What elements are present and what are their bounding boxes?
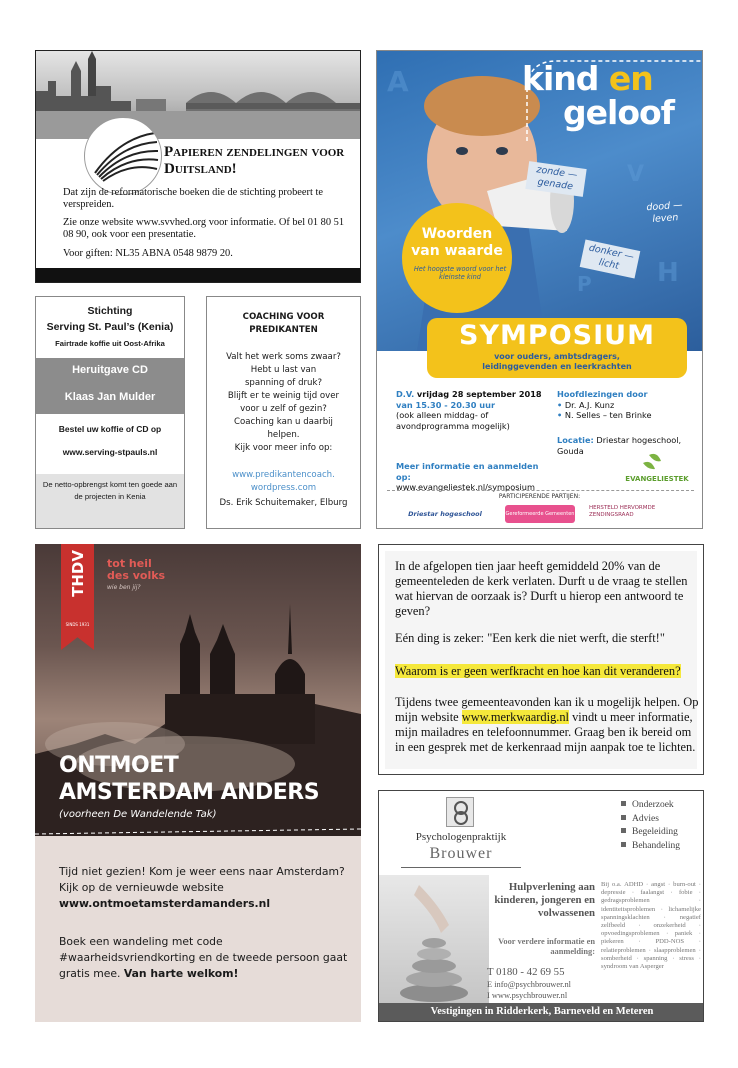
- body-line: Blijft er te weinig tijd over: [227, 391, 340, 401]
- time-note: (ook alleen middag- of avondprogramma mogelijk): [396, 410, 510, 431]
- symposium-title: SYMPOSIUM: [459, 320, 655, 351]
- service-item: [621, 813, 680, 827]
- body-line: voor u zelf of gezin?: [240, 404, 327, 414]
- coaching-body: [207, 351, 360, 455]
- body2-text: Boek een wandeling met code #waarheidsvriendkorting en de tweede persoon gaat gratis mee.: [59, 935, 348, 980]
- speakers-label: Hoofdlezingen door: [557, 389, 648, 399]
- dashed-separator: [387, 490, 694, 491]
- foundation-logo: [84, 117, 162, 195]
- more-info-label: Meer informatie en aanmelden op:: [396, 461, 539, 482]
- location-text: Driestar hogeschool, Gouda: [557, 435, 682, 456]
- body-line: spanning of druk?: [244, 378, 323, 388]
- headline: Papieren zendelingen voor Duitsland!: [164, 144, 345, 177]
- logo-text: EVANGELIESTEK: [625, 475, 689, 483]
- brand-geloof: geloof: [563, 93, 675, 132]
- question-highlight: [395, 664, 700, 679]
- foundation-tagline: Fairtrade koffie uit Oost-Afrika: [55, 339, 165, 348]
- body-line: Coaching kan u daarbij: [234, 417, 333, 427]
- amsterdam-subtitle: (voorheen De Wandelende Tak): [59, 809, 217, 820]
- paragraph-3: Voor giften: NL35 ABNA 0548 9879 20.: [63, 248, 233, 259]
- tagline-2: des volks: [107, 569, 166, 582]
- cd-banner: [36, 358, 184, 414]
- offer-text: [395, 695, 700, 755]
- logo-icon: [446, 797, 474, 827]
- offer-part-1: Tijdens twee gemeenteavonden kan ik u mogelijk helpen. Op mijn website: [395, 695, 699, 724]
- note-donker-licht: donker — licht: [580, 239, 641, 278]
- tagline-3: wie ben jij?: [107, 584, 141, 591]
- brand-en: en: [608, 59, 653, 98]
- black-bar: [36, 268, 361, 282]
- service-label: Advies: [632, 813, 659, 824]
- help-title: Hulpverlening aan kinderen, jongeren en volwassenen: [494, 881, 595, 919]
- title-1: ONTMOET: [59, 753, 179, 778]
- partner-driestar: Driestar hogeschool: [408, 510, 482, 518]
- service-label: Begeleiding: [632, 827, 678, 837]
- phone-number[interactable]: T 0180 - 42 69 55: [487, 966, 565, 978]
- date-text: vrijdag 28 september 2018: [416, 389, 542, 399]
- ad-coaching: [206, 296, 361, 529]
- audience-line-1: voor ouders, ambtsdragers,: [494, 352, 620, 361]
- time-text: van 15.30 - 20.30 uur: [396, 399, 495, 410]
- order-text: Bestel uw koffie of CD op: [58, 424, 162, 434]
- body-line: Kijk voor meer info op:: [234, 443, 333, 453]
- badge-line-2: van waarde: [411, 243, 503, 259]
- badge-line-1: Woorden: [421, 226, 493, 242]
- flag-text: [63, 550, 93, 600]
- speaker-1: Dr. A.J. Kunz: [564, 399, 615, 410]
- website-link[interactable]: I www.psychbrouwer.nl: [487, 991, 568, 1000]
- symposium-audience: [427, 352, 687, 372]
- ad-merkwaardig: [378, 544, 704, 775]
- brand-kind: kind: [522, 59, 599, 98]
- more-info-link[interactable]: www.evangeliestek.nl/symposium: [396, 482, 535, 492]
- badge-subtitle: Het hoogste woord voor het kleinste kind: [413, 265, 507, 281]
- partners-label: PARTICIPERENDE PARTIJEN:: [498, 493, 581, 500]
- body-line: Hebt u last van: [250, 365, 317, 375]
- flag-letters: THDV: [68, 550, 87, 597]
- partner-gereformeerde: Gereformeerde Gemeenten: [505, 505, 575, 523]
- amsterdam-title: [59, 752, 319, 806]
- speaker-2: N. Selles – ten Brinke: [564, 410, 652, 420]
- speakers: [557, 389, 697, 421]
- body-paragraph-2: [59, 934, 349, 982]
- coaching-website-link[interactable]: [207, 469, 360, 495]
- web-line-1[interactable]: www.predikantencoach.: [232, 470, 335, 480]
- text-panel: [385, 551, 697, 769]
- evangeliestek-logo: [621, 453, 693, 483]
- flag-since: SINDS 1931: [65, 622, 90, 627]
- foundation-name: Serving St. Paul’s (Kenia): [46, 321, 174, 333]
- email-address[interactable]: E info@psychbrouwer.nl: [487, 980, 572, 989]
- note-zonde-genade: zonde — genade: [525, 161, 586, 197]
- cd-title: Heruitgave CD: [72, 364, 148, 376]
- intro-text: In de afgelopen tien jaar heeft gemiddeld 20% van de gemeenteleden de kerk verlaten. Durft u de vraag te stellen wat hiervan de oorzaak is? Durft u hierop een antwoord te geven?: [395, 559, 688, 618]
- speaker-item: • Dr. A.J. Kunz: [557, 399, 615, 410]
- locations-footer: Vestigingen in Ridderkerk, Barneveld en Meteren: [379, 1003, 704, 1021]
- bullet-icon: [621, 801, 626, 806]
- slogan-text: Eén ding is zeker: "Een kerk die niet werft, die sterft!": [395, 631, 665, 645]
- bullet-icon: [621, 828, 626, 833]
- ad-serving-st-pauls: [35, 296, 185, 529]
- service-item: [621, 799, 680, 813]
- ad-psychologenpraktijk-brouwer: [378, 790, 704, 1022]
- ad-ontmoet-amsterdam: [35, 544, 361, 1022]
- ad-kind-en-geloof: [376, 50, 703, 529]
- proceeds-note: De netto-opbrengst komt ten goede aan de projecten in Kenia: [36, 474, 184, 529]
- contact-details: [487, 966, 571, 1001]
- symposium-banner: [427, 318, 687, 378]
- more-info-label: Voor verdere informatie en aanmelding:: [498, 937, 595, 956]
- brouwer-logo: [401, 797, 521, 875]
- svg-text:V: V: [627, 162, 645, 187]
- paragraph-2: Zie onze website www.svvhed.org voor informatie. Of bel 01 80 51 08 90, ook voor een presentatie.: [63, 217, 345, 240]
- body-line: Valt het werk soms zwaar?: [226, 352, 341, 362]
- audience-line-2: leidinggevenden en leerkrachten: [482, 362, 632, 371]
- dv-label: D.V.: [396, 389, 415, 399]
- foundation-label: Stichting: [87, 305, 133, 317]
- conditions-list: Bij o.a. ADHD · angst · burn-out · depressie · faalangst · fobie · gedragsproblemen · identiteitsproblemen · lichamelijke spanningsklachten · negatief zelfbeeld · onzekerheid · opvoedingsproblemen · paniek · piekeren · PDD-NOS · relatieproblemen · slaapproblemen · somberheid · spanning · stress · syndroom van Asperger: [601, 881, 701, 971]
- coaching-title: [207, 311, 360, 337]
- title-line-1: COACHING VOOR: [242, 312, 325, 322]
- ad-papieren-zendelingen: [35, 50, 361, 283]
- logo-line-1: Psychologenpraktijk: [415, 831, 507, 843]
- event-date: [396, 389, 546, 431]
- web-line-2[interactable]: wordpress.com: [250, 483, 317, 493]
- service-label: Onderzoek: [632, 800, 674, 810]
- service-item: [621, 826, 680, 840]
- tagline: [107, 558, 165, 582]
- question-text: Waarom is er geen werfkracht en hoe kan dit veranderen?: [395, 664, 681, 678]
- stacked-stones-photo: [379, 875, 489, 1003]
- services-list: [621, 799, 680, 853]
- website-link[interactable]: www.serving-stpauls.nl: [62, 447, 158, 457]
- body-line: helpen.: [267, 430, 300, 440]
- offer-part-2: vindt u meer informatie, mijn mailadres en telefoonnummer. Graag ben ik bereid om in een gesprek met de kerkenraad mijn aanpak toe te lichten.: [395, 710, 696, 754]
- cd-artist: Klaas Jan Mulder: [64, 391, 156, 403]
- location-label: Locatie:: [557, 435, 594, 445]
- tagline-1: tot heil: [107, 557, 152, 570]
- website-link[interactable]: www.merkwaardig.nl: [461, 710, 570, 724]
- title-2: AMSTERDAM ANDERS: [59, 780, 320, 805]
- signature: Ds. Erik Schuitemaker, Elburg: [219, 498, 348, 508]
- paragraph-1: Dat zijn de reformatorische boeken die de stichting probeert te verspreiden.: [63, 187, 323, 210]
- bullet-icon: [621, 842, 626, 847]
- badge-title: [402, 226, 512, 260]
- svg-text:P: P: [577, 272, 592, 296]
- partner-zendingsraad: HERSTELD HERVORMDE ZENDINGSRAAD: [589, 505, 656, 518]
- speaker-item: • N. Selles – ten Brinke: [557, 410, 652, 420]
- body1-text: Tijd niet gezien! Kom je weer eens naar Amsterdam? Kijk op de vernieuwde website: [59, 865, 345, 894]
- svg-text:H: H: [657, 258, 679, 288]
- title-line-2: PREDIKANTEN: [249, 325, 318, 335]
- logo-line-2: Brouwer: [429, 845, 493, 862]
- body-paragraph-1: [59, 864, 349, 912]
- service-label: Behandeling: [632, 840, 681, 851]
- note-dood-leven: dood — leven: [646, 199, 683, 225]
- service-item: [621, 840, 680, 854]
- website-link[interactable]: www.ontmoetamsterdamanders.nl: [59, 897, 271, 910]
- logo-underline: [401, 867, 521, 868]
- welcome-text: Van harte welkom!: [123, 967, 239, 980]
- bullet-icon: [621, 815, 626, 820]
- svg-text:A: A: [387, 65, 409, 98]
- more-info: [396, 461, 556, 493]
